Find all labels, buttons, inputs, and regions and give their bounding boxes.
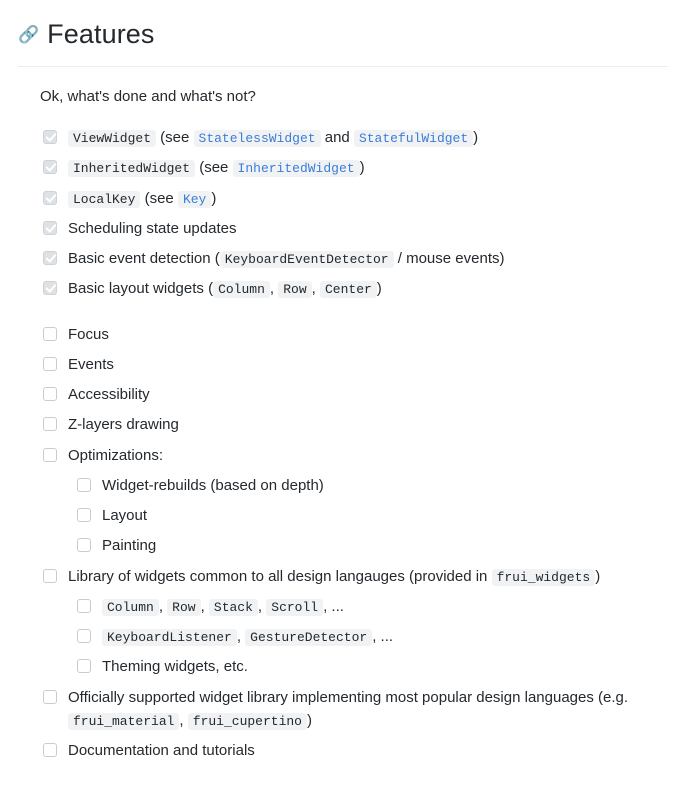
list-item (40, 739, 668, 762)
feature-checklist (18, 126, 668, 762)
link-icon[interactable]: 🔗 (18, 25, 40, 45)
checkbox-unchecked[interactable] (43, 448, 57, 462)
text-run: Z-layers drawing (68, 416, 179, 434)
list-item (40, 413, 668, 436)
list-item-label (68, 689, 628, 729)
checkbox-unchecked[interactable] (77, 508, 91, 522)
checkbox-unchecked[interactable] (43, 417, 57, 431)
inline-code: KeyboardEventDetector (220, 251, 394, 268)
inline-code: Row (167, 599, 200, 616)
text-run: Events (68, 355, 114, 373)
list-item-label (102, 628, 393, 645)
list-item-label (68, 159, 365, 176)
list-item-label (102, 658, 248, 675)
text-run: ) (306, 711, 312, 729)
inline-code-link[interactable]: StatefulWidget (354, 130, 473, 147)
list-item (40, 126, 668, 149)
text-run: (see (195, 159, 233, 177)
list-item (40, 187, 668, 210)
text-run: , (200, 597, 209, 615)
text-run: ) (595, 567, 601, 585)
list-item (40, 383, 668, 406)
list-item (40, 217, 668, 240)
inline-code: LocalKey (68, 191, 140, 208)
checkbox-checked[interactable] (43, 221, 57, 235)
list-item (40, 444, 668, 467)
checkbox-checked[interactable] (43, 281, 57, 295)
inline-code-link[interactable]: InheritedWidget (233, 160, 360, 177)
inline-code: GestureDetector (245, 629, 372, 646)
checkbox-checked[interactable] (43, 251, 57, 265)
text-run: (see (140, 189, 178, 207)
inline-code: Row (278, 281, 311, 298)
text-run: , ... (323, 597, 344, 615)
inline-code: Center (320, 281, 377, 298)
text-run: Basic event detection ( (68, 250, 220, 268)
checkbox-checked[interactable] (43, 160, 57, 174)
list-item (40, 156, 668, 179)
inline-code: ViewWidget (68, 130, 156, 147)
list-item-label (68, 280, 382, 297)
checkbox-unchecked[interactable] (77, 659, 91, 673)
text-run: ) (359, 159, 365, 177)
text-run: , (311, 280, 320, 298)
checkbox-unchecked[interactable] (77, 599, 91, 613)
list-item (40, 277, 668, 300)
list-item-label (68, 568, 600, 585)
text-run: , (179, 711, 188, 729)
list-item-label (68, 250, 504, 267)
list-item-label (68, 416, 179, 433)
list-item-label (68, 326, 109, 343)
text-run: Painting (102, 537, 157, 555)
text-run: Basic layout widgets ( (68, 280, 214, 298)
checkbox-unchecked[interactable] (43, 387, 57, 401)
text-run: Layout (102, 507, 148, 525)
text-run: Optimizations: (68, 446, 164, 464)
inline-code: Column (213, 281, 270, 298)
list-item-label (102, 598, 344, 615)
text-run: Accessibility (68, 386, 150, 404)
checkbox-unchecked[interactable] (77, 538, 91, 552)
text-run: ) (211, 189, 217, 207)
list-item-label (68, 190, 216, 207)
text-run: Officially supported widget library implementing most popular design languages (e.g. (68, 688, 629, 706)
checkbox-checked[interactable] (43, 191, 57, 205)
inline-code: Scroll (266, 599, 323, 616)
page-heading (18, 14, 668, 67)
text-run: and (320, 129, 354, 147)
checkbox-unchecked[interactable] (43, 327, 57, 341)
list-item (40, 625, 668, 648)
list-item-label (68, 447, 163, 464)
text-run: / mouse events) (393, 250, 505, 268)
list-item (40, 565, 668, 588)
list-item-label (68, 742, 255, 759)
list-item (40, 323, 668, 346)
list-item (40, 655, 668, 678)
list-item-label (68, 129, 478, 146)
inline-code: frui_widgets (492, 569, 596, 586)
list-item (40, 474, 668, 497)
checkbox-checked[interactable] (43, 130, 57, 144)
text-run: Library of widgets common to all design langauges (provided in (68, 567, 492, 585)
intro-text: Ok, what's done and what's not? (40, 87, 256, 105)
list-item (40, 353, 668, 376)
list-item (40, 686, 668, 733)
inline-code-link[interactable]: Key (178, 191, 211, 208)
text-run: , ... (372, 628, 394, 646)
text-run: Focus (68, 325, 109, 343)
list-item-label (102, 537, 156, 554)
inline-code: KeyboardListener (102, 629, 237, 646)
inline-code: frui_material (68, 713, 179, 730)
inline-code: InheritedWidget (68, 160, 195, 177)
text-run: ) (376, 280, 382, 298)
text-run: Documentation and tutorials (68, 742, 255, 760)
checkbox-unchecked[interactable] (77, 629, 91, 643)
list-item (40, 247, 668, 270)
list-item-label (68, 386, 150, 403)
text-run: Widget-rebuilds (based on depth) (102, 476, 324, 494)
inline-code: Stack (209, 599, 258, 616)
text-run: ) (473, 129, 479, 147)
text-run: , (236, 628, 246, 646)
checkbox-unchecked[interactable] (43, 743, 57, 757)
text-run: , (269, 280, 279, 298)
list-item-label (102, 477, 324, 494)
list-item-label (68, 220, 236, 237)
list-item-label (102, 507, 147, 524)
checkbox-unchecked[interactable] (77, 478, 91, 492)
list-item-label (68, 356, 114, 373)
checkbox-unchecked[interactable] (43, 357, 57, 371)
text-run: Theming widgets, etc. (102, 658, 248, 676)
list-item (40, 534, 668, 557)
text-run: Scheduling state updates (68, 219, 237, 237)
inline-code-link[interactable]: StatelessWidget (194, 130, 321, 147)
inline-code: Column (102, 599, 159, 616)
text-run: (see (156, 129, 194, 147)
checkbox-unchecked[interactable] (43, 569, 57, 583)
text-run: , (158, 597, 168, 615)
text-run: , (257, 597, 267, 615)
page-title: Features (47, 19, 155, 49)
inline-code: frui_cupertino (188, 713, 307, 730)
checkbox-unchecked[interactable] (43, 690, 57, 704)
list-item (40, 595, 668, 618)
list-item (40, 504, 668, 527)
